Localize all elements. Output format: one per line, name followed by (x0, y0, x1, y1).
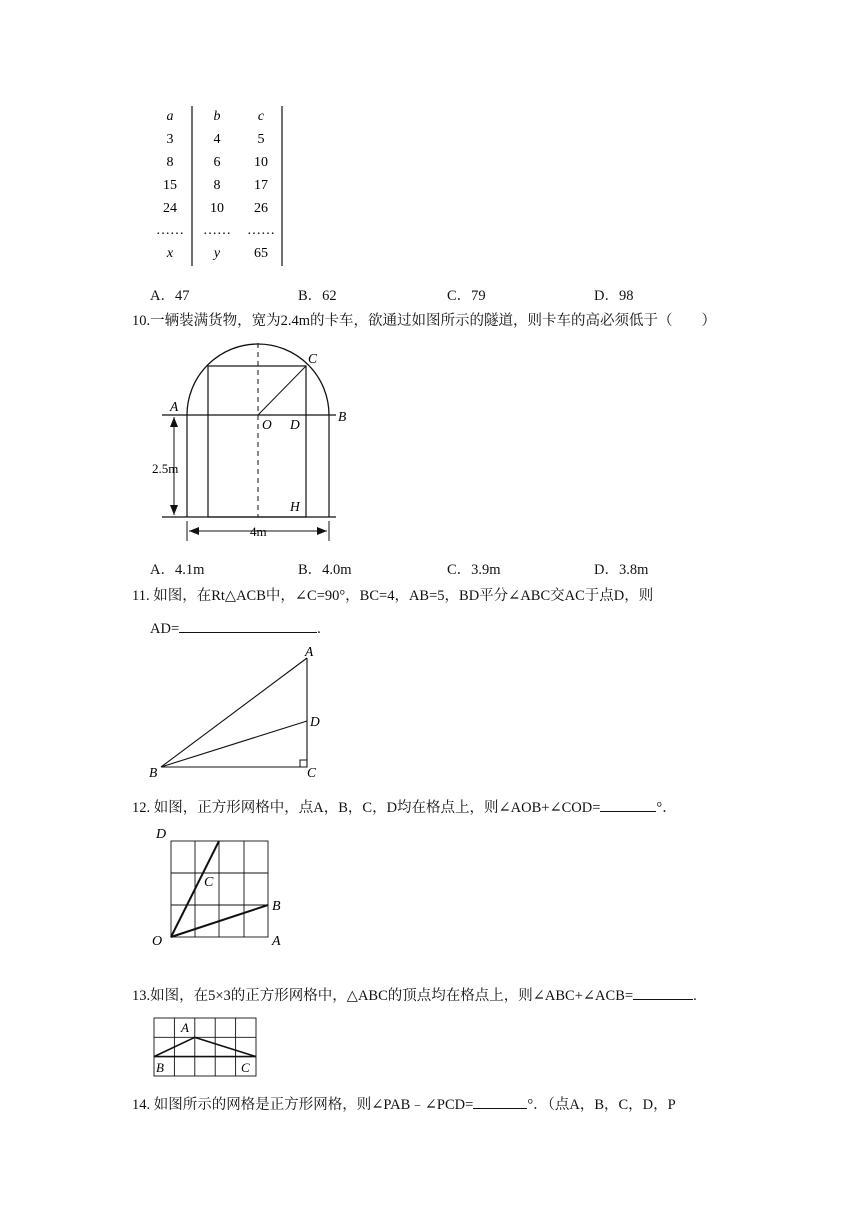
q14-stem (132, 1093, 676, 1115)
label-c: C (241, 1060, 250, 1075)
label-o: O (262, 417, 272, 432)
height-label: 2.5m (152, 461, 179, 476)
table-cell: 3 (166, 132, 174, 147)
label-d: D (290, 417, 300, 432)
label-c: C (204, 875, 214, 890)
table-cell: 24 (163, 201, 177, 216)
label-b: B (149, 765, 158, 780)
q9-option-d[interactable]: D．98 (594, 288, 634, 304)
label-c: C (307, 765, 317, 780)
label-d: D (156, 827, 167, 842)
q10-option-b[interactable]: B．4.0m (298, 562, 352, 578)
q13-answer-blank[interactable] (633, 984, 693, 1000)
label-b: B (156, 1060, 164, 1075)
label-a: A (305, 644, 314, 659)
table-cell: 26 (254, 201, 268, 216)
q11-number: 11. (132, 588, 150, 604)
table-cell: y (213, 246, 221, 261)
table-cell: 10 (210, 201, 224, 216)
label-h: H (290, 499, 300, 514)
q11-answer-blank[interactable] (179, 617, 317, 633)
table-cell: 6 (213, 155, 221, 170)
q12-answer-blank[interactable] (600, 796, 656, 812)
q11-triangle-figure (145, 640, 335, 782)
table-cell: …… (156, 223, 184, 238)
q14-suffix: °．（点A，B，C，D，P (527, 1097, 676, 1113)
q9-table (150, 100, 300, 272)
q12-text: 如图，正方形网格中，点A，B，C，D均在格点上，则∠AOB+∠COD= (153, 800, 601, 816)
q9-option-b[interactable]: B．62 (298, 288, 337, 304)
q10-option-a[interactable]: A．4.1m (150, 562, 205, 578)
table-cell: …… (203, 223, 231, 238)
table-header-b: b (213, 109, 221, 124)
label-c: C (308, 351, 318, 366)
label-b: B (272, 899, 281, 914)
table-header-c: c (257, 109, 265, 124)
q13-grid-figure (150, 1014, 262, 1080)
label-b: B (338, 409, 347, 424)
q13-number: 13. (132, 988, 151, 1004)
table-cell: 8 (213, 178, 221, 193)
table-header-a: a (166, 109, 174, 124)
q12-grid-figure (150, 822, 300, 952)
q9-option-a[interactable]: A．47 (150, 288, 190, 304)
q11-stem-line1 (132, 586, 653, 606)
table-cell: 17 (254, 178, 268, 193)
table-cell: 10 (254, 155, 268, 170)
q10-text: 一辆装满货物，宽为2.4m的卡车，欲通过如图所示的隧道，则卡车的高必须低于（ ） (150, 313, 717, 329)
label-a: A (272, 934, 281, 949)
q10-stem (132, 311, 716, 331)
q10-option-d[interactable]: D．3.8m (594, 562, 649, 578)
q14-answer-blank[interactable] (473, 1093, 527, 1109)
table-cell: …… (247, 223, 275, 238)
q14-text: 如图所示的网格是正方形网格，则∠PAB﹣∠PCD= (153, 1097, 474, 1113)
q11-text: 如图，在Rt△ACB中，∠C=90°，BC=4，AB=5，BD平分∠ABC交AC于点D，则 (153, 588, 654, 604)
q11-stem-line2 (150, 617, 321, 639)
q13-suffix: . (693, 988, 697, 1004)
label-a: A (181, 1020, 189, 1035)
label-a: A (170, 399, 179, 414)
q13-stem (132, 984, 697, 1006)
q11-suffix: . (317, 621, 321, 637)
label-o: O (152, 934, 163, 949)
q10-number: 10. (132, 313, 151, 329)
table-cell: 8 (166, 155, 174, 170)
q11-prefix: AD= (150, 621, 180, 637)
q10-option-c[interactable]: C．3.9m (447, 562, 501, 578)
table-cell: 5 (257, 132, 265, 147)
q9-option-c[interactable]: C．79 (447, 288, 486, 304)
table-cell: 15 (163, 178, 177, 193)
table-cell: 65 (254, 246, 268, 261)
q14-number: 14. (132, 1097, 151, 1113)
width-label: 4m (250, 524, 267, 539)
q12-suffix: °． (656, 800, 677, 816)
table-cell: x (166, 246, 174, 261)
q12-stem (132, 796, 677, 818)
label-d: D (310, 714, 320, 729)
q12-number: 12. (132, 800, 151, 816)
q10-tunnel-figure (140, 335, 370, 545)
table-cell: 4 (213, 132, 221, 147)
q13-text: 如图，在5×3的正方形网格中，△ABC的顶点均在格点上，则∠ABC+∠ACB= (150, 988, 634, 1004)
